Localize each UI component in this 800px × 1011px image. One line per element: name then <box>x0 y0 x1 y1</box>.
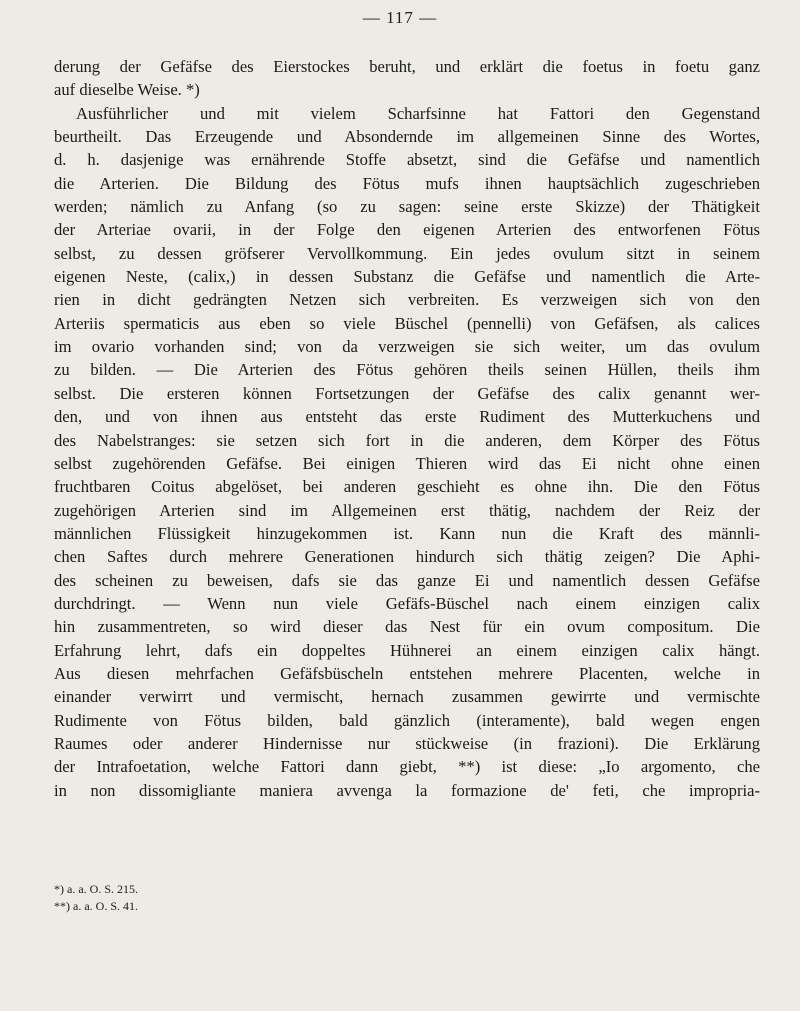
text-line: des Nabelstranges: sie setzen sich fort in die anderen, dem Körper des Fötus <box>54 430 760 450</box>
text-line: Raumes oder anderer Hindernisse nur stückweise (in frazioni). Die Erklärung <box>54 733 760 753</box>
text-line: zu bilden. — Die Arterien des Fötus gehören theils seinen Hüllen, theils ihm <box>54 360 760 380</box>
text-line: hin zusammentreten, so wird dieser das Nest für ein ovum compositum. Die <box>54 617 760 637</box>
text-line: d. h. dasjenige was ernährende Stoffe absetzt, sind die Gefäfse und namentlich <box>54 150 760 170</box>
text-line: der Intrafoetation, welche Fattori dann giebt, **) ist diese: „Io argomento, che <box>54 757 760 777</box>
text-line: im ovario vorhanden sind; von da verzweigen sie sich weiter, um das ovulum <box>54 337 760 357</box>
footnotes <box>54 881 454 914</box>
text-line: Aus diesen mehrfachen Gefäfsbüscheln entstehen mehrere Placenten, welche in <box>54 663 760 683</box>
text-line: werden; nämlich zu Anfang (so zu sagen: seine erste Skizze) der Thätigkeit <box>54 197 760 217</box>
text-line: den, und von ihnen aus entsteht das erste Rudiment des Mutterkuchens und <box>54 407 760 427</box>
text-line: männlichen Flüssigkeit hinzugekommen ist. Kann nun die Kraft des männli- <box>54 523 760 543</box>
body-text <box>54 55 760 802</box>
text-line: auf dieselbe Weise. *) <box>54 80 200 100</box>
text-line: durchdringt. — Wenn nun viele Gefäfs-Büschel nach einem einzigen calix <box>54 593 760 613</box>
text-line: rien in dicht gedrängten Netzen sich verbreiten. Es verzweigen sich von den <box>54 290 760 310</box>
text-line: zugehörigen Arterien sind im Allgemeinen erst thätig, nachdem der Reiz der <box>54 500 760 520</box>
page-number-header: — 117 — <box>362 8 438 27</box>
footnote: *) a. a. O. S. 215. <box>54 882 138 896</box>
text-line: Ausführlicher und mit vielem Scharfsinne hat Fattori den Gegenstand <box>76 103 760 123</box>
text-line: einander verwirrt und vermischt, hernach zusammen gewirrte und vermischte <box>54 687 760 707</box>
text-line: fruchtbaren Coitus abgelöset, bei anderen geschieht es ohne ihn. Die den Fötus <box>54 477 760 497</box>
text-line: selbst, zu dessen gröfserer Vervollkommung. Ein jedes ovulum sitzt in seinem <box>54 243 760 263</box>
text-line: chen Saftes durch mehrere Generationen hindurch sich thätig zeigen? Die Aphi- <box>54 547 760 567</box>
text-line: Rudimente von Fötus bilden, bald gänzlich (interamente), bald wegen engen <box>54 710 760 730</box>
text-line: selbst zugehörenden Gefäfse. Bei einigen Thieren wird das Ei nicht ohne einen <box>54 453 760 473</box>
text-line: Erfahrung lehrt, dafs ein doppeltes Hühnerei an einem einzigen calix hängt. <box>54 640 760 660</box>
text-line: in non dissomigliante maniera avvenga la formazione de' feti, che impropria- <box>54 780 760 800</box>
text-line: selbst. Die ersteren können Fortsetzungen der Gefäfse des calix genannt wer- <box>54 383 760 403</box>
text-line: derung der Gefäfse des Eierstockes beruht, und erklärt die foetus in foetu ganz <box>54 57 760 76</box>
text-line: die Arterien. Die Bildung des Fötus mufs ihnen hauptsächlich zugeschrieben <box>54 173 760 193</box>
text-line: eigenen Neste, (calix,) in dessen Substanz die Gefäfse und namentlich die Arte- <box>54 267 760 287</box>
text-line: der Arteriae ovarii, in der Folge den eigenen Arterien des entworfenen Fötus <box>54 220 760 240</box>
text-line: des scheinen zu beweisen, dafs sie das ganze Ei und namentlich dessen Gefäfse <box>54 570 760 590</box>
text-line: beurtheilt. Das Erzeugende und Absondernde im allgemeinen Sinne des Wortes, <box>54 127 760 147</box>
text-line: Arteriis spermaticis aus eben so viele Büschel (pennelli) von Gefäfsen, als calices <box>54 313 760 333</box>
footnote: **) a. a. O. S. 41. <box>54 898 138 913</box>
